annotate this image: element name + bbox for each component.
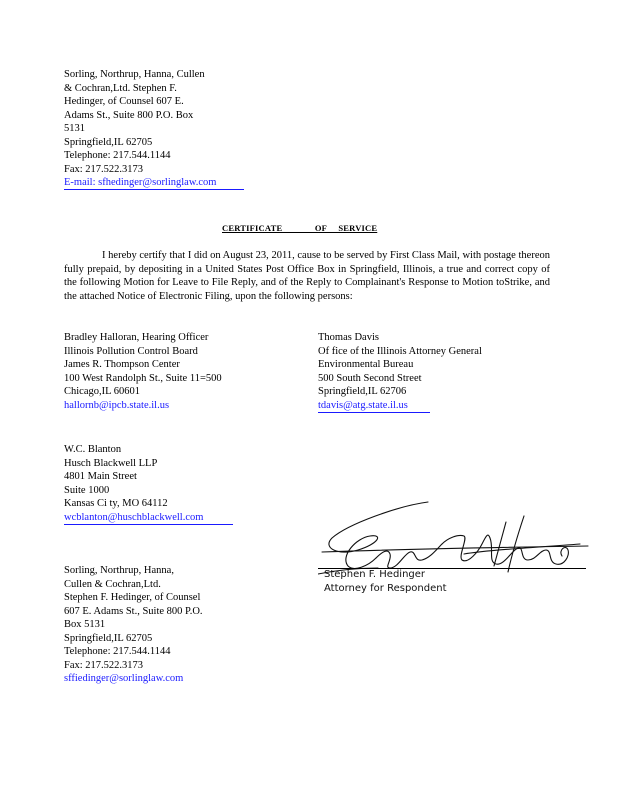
header-email-link[interactable]: E-mail: sfhedinger@sorlinglaw.com bbox=[64, 177, 244, 190]
recipient-line: Suite 1000 bbox=[64, 484, 110, 496]
recipient-line: W.C. Blanton bbox=[64, 444, 122, 455]
recipient-third bbox=[64, 443, 304, 524]
footer-line: Box 5131 bbox=[64, 619, 106, 630]
recipient-line: Husch Blackwell LLP bbox=[64, 457, 158, 469]
header-line: Adams St., Suite 800 P.O. Box bbox=[64, 109, 194, 121]
footer-line: Fax: 217.522.3173 bbox=[64, 659, 144, 671]
header-line: Telephone: 217.544.1144 bbox=[64, 150, 171, 161]
footer-line: Springfield,IL 62705 bbox=[64, 632, 153, 644]
recipient-line: Springfield,IL 62706 bbox=[318, 386, 407, 397]
recipient-line: Bradley Halloran, Hearing Officer bbox=[64, 332, 209, 343]
recipient-line: Kansas Ci ty, MO 64112 bbox=[64, 498, 168, 509]
footer-line: Cullen & Cochran,Ltd. bbox=[64, 578, 161, 590]
signatory-role: Attorney for Respondent bbox=[324, 583, 447, 594]
recipient-line: Chicago,IL 60601 bbox=[64, 386, 141, 397]
recipient-right-email[interactable]: tdavis@atg.state.il.us bbox=[318, 400, 430, 413]
header-line: & Cochran,Ltd. Stephen F. bbox=[64, 82, 177, 94]
footer-email-link[interactable]: sffiedinger@sorlinglaw.com bbox=[64, 673, 184, 684]
header-line: Springfield,IL 62705 bbox=[64, 136, 153, 148]
recipient-line: 4801 Main Street bbox=[64, 471, 137, 482]
recipient-left-email[interactable]: hallornb@ipcb.state.il.us bbox=[64, 399, 170, 411]
header-line: Fax: 217.522.3173 bbox=[64, 163, 144, 175]
recipient-right bbox=[318, 331, 558, 412]
header-line: Sorling, Northrup, Hanna, Cullen bbox=[64, 69, 205, 80]
signatory-name: Stephen F. Hedinger bbox=[324, 569, 426, 580]
recipient-line: James R. Thompson Center bbox=[64, 359, 180, 370]
header-address-block bbox=[64, 68, 264, 190]
recipient-left bbox=[64, 331, 304, 412]
footer-line: Sorling, Northrup, Hanna, bbox=[64, 565, 174, 576]
recipient-line: Environmental Bureau bbox=[318, 359, 414, 370]
header-line: 5131 bbox=[64, 123, 85, 134]
certificate-text: I hereby certify that I did on August 23, 2011, cause to be served by First Class Mail, with postage thereon fully prepaid, by depositing in a United States Post Office Box in Springfield, Illinois, a true and correct copy of the following Motion for Leave to File Reply, and of the Reply to Complainant's Response to Motion toStrike, and the attached Notice of Electronic Filing, upon the following persons: bbox=[64, 250, 550, 302]
certificate-paragraph bbox=[64, 249, 550, 303]
certificate-title: CERTIFICATE OF SERVICE bbox=[222, 223, 378, 233]
recipient-line: Thomas Davis bbox=[318, 332, 379, 343]
footer-line: 607 E. Adams St., Suite 800 P.O. bbox=[64, 605, 203, 617]
recipient-line: 100 West Randolph St., Suite 11=500 bbox=[64, 372, 222, 384]
header-line: Hedinger, of Counsel 607 E. bbox=[64, 96, 184, 107]
recipient-line: Of fice of the Illinois Attorney General bbox=[318, 345, 482, 357]
footer-address-block bbox=[64, 564, 264, 686]
recipient-line: Illinois Pollution Control Board bbox=[64, 345, 198, 357]
recipient-third-email[interactable]: wcblanton@huschblackwell.com bbox=[64, 512, 233, 525]
signature-block bbox=[318, 494, 590, 598]
recipient-line: 500 South Second Street bbox=[318, 372, 422, 384]
footer-line: Telephone: 217.544.1144 bbox=[64, 646, 171, 657]
footer-line: Stephen F. Hedinger, of Counsel bbox=[64, 592, 201, 603]
